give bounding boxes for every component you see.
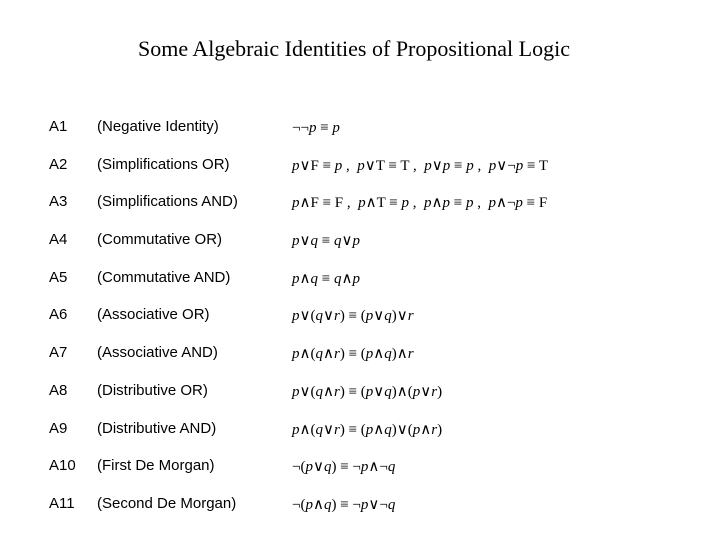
identity-id: A4 [49,231,68,249]
identity-formula: p∧(q∧r) ≡ (p∧q)∧r [292,346,414,363]
identity-name: (Commutative AND) [97,268,231,286]
identity-formula: p∨F ≡ p , p∨T ≡ T , p∨p ≡ p , p∨¬p ≡ T [292,157,549,174]
identity-formula: ¬¬p ≡ p [292,120,340,136]
identity-list [0,117,708,532]
identity-row [0,494,708,532]
identity-row [0,343,708,381]
identity-name: (Second De Morgan) [97,494,237,512]
identity-name: (Simplifications OR) [97,155,230,173]
identity-name: (Associative AND) [97,344,218,362]
identity-formula: ¬(p∨q) ≡ ¬p∧¬q [292,459,396,476]
identity-formula: p∧(q∨r) ≡ (p∧q)∨(p∧r) [292,421,443,438]
identity-name: (Simplifications AND) [97,193,238,211]
identity-formula: ¬(p∧q) ≡ ¬p∨¬q [292,496,396,513]
identity-row [0,381,708,419]
identity-formula: p∨q ≡ q∨p [292,233,360,250]
identity-row [0,117,708,155]
identity-formula: p∧q ≡ q∧p [292,270,360,287]
identity-row [0,268,708,306]
identity-name: (First De Morgan) [97,457,215,475]
identity-formula: p∨(q∧r) ≡ (p∨q)∧(p∨r) [292,383,443,400]
identity-name: (Distributive OR) [97,381,208,399]
identity-formula: p∨(q∨r) ≡ (p∨q)∨r [292,308,414,325]
identity-row [0,419,708,457]
identity-id: A7 [49,344,68,362]
identity-id: A8 [49,381,68,399]
identity-id: A3 [49,193,68,211]
page-title: Some Algebraic Identities of Propositional Logic [138,36,570,61]
identity-formula: p∧F ≡ F , p∧T ≡ p , p∧p ≡ p , p∧¬p ≡ F [292,195,548,212]
identity-row [0,192,708,230]
identity-name: (Commutative OR) [97,231,223,249]
identity-row [0,456,708,494]
identity-row [0,155,708,193]
identity-name: (Negative Identity) [97,118,219,135]
identity-name: (Distributive AND) [97,419,217,437]
identity-id: A2 [49,155,68,173]
identity-id: A10 [49,457,76,475]
identity-row [0,305,708,343]
identity-name: (Associative OR) [97,306,210,324]
identity-id: A9 [49,419,68,437]
identity-id: A1 [49,118,68,135]
identity-row [0,230,708,268]
identity-id: A11 [49,494,75,512]
identity-id: A6 [49,306,68,324]
identity-id: A5 [49,268,68,286]
